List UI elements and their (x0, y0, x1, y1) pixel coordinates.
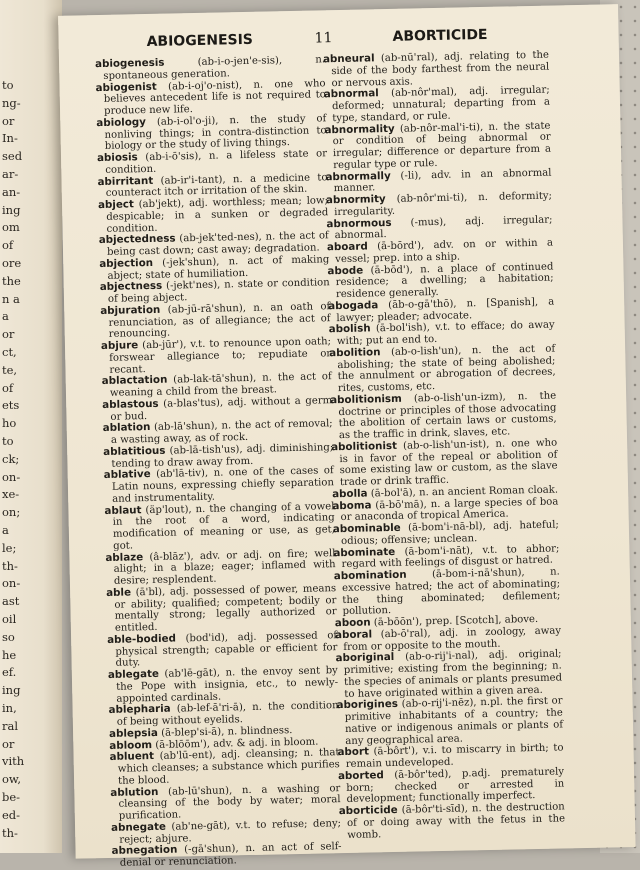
entry-headword: abort (337, 745, 370, 759)
entry-definition: (ab-ō'ral), adj. in zoology, away from or opposite to the mouth. (343, 625, 562, 653)
entry-definition: (ab-nôr-mal'i-ti), n. the state or condition of being abnormal or irregular; difference or departure from a regular type or rule. (332, 120, 552, 171)
entry-headword: abode (327, 264, 364, 277)
facing-page-fragment: te, (2, 362, 18, 377)
entry-definition: (-jek'shun), n. act of making abject; state of humiliation. (107, 253, 330, 282)
facing-page-fragment: or (2, 113, 15, 128)
entry-headword: abnormal (323, 87, 379, 101)
entry-definition: (ab-lā'shun), n. the act of removal; a wasting away, as of rock. (110, 418, 333, 446)
facing-page-fragment: or (2, 327, 15, 342)
page-number: 11 (314, 30, 333, 47)
entry-headword: ablaze (105, 550, 144, 564)
entry-headword: able-bodied (107, 632, 177, 646)
dictionary-entry (104, 465, 335, 505)
dictionary-entry (335, 649, 562, 701)
left-column (95, 54, 342, 869)
entry-definition: (ā-blōōm'), adv. & adj. in bloom. (155, 736, 319, 751)
entry-definition: (ab-i-oj'o-nist), n. one who believes antecedent life is not required to produce new life. (103, 77, 326, 117)
entry-definition: (ab-lef-ā'ri-ā), n. the condition of being without eyelids. (116, 700, 339, 728)
entry-headword: abnegate (110, 820, 167, 834)
dictionary-entry (331, 437, 558, 489)
entry-headword: abjure (100, 339, 139, 353)
facing-page-fragment: ho (2, 416, 17, 431)
entry-headword: ablepharia (108, 702, 171, 717)
facing-page-fragment: a (2, 309, 9, 324)
entry-headword: abject (97, 198, 135, 212)
entry-definition: (ab-nôr'mal), adj. irregular; deformed; unnatural; departing from a type, standard, or rule. (331, 84, 551, 124)
entry-headword: abnormous (326, 216, 392, 230)
dictionary-entry (108, 665, 339, 705)
entry-headword: abiogenist (95, 80, 157, 94)
entry-headword: aboard (326, 240, 368, 254)
entry-headword: abominable (332, 521, 401, 536)
entry-definition: (ā-bōōn'), prep. [Scotch], above. (373, 613, 539, 629)
entry-definition: (ab'lā-tiv), n. one of the cases of Latin nouns, expressing chiefly separation and instrumentality. (111, 465, 335, 505)
entry-headword: abominate (333, 545, 396, 559)
entry-headword: aboon (334, 616, 371, 630)
entry-headword: aboma (332, 498, 372, 512)
dictionary-entry (324, 120, 551, 172)
facing-page-fragment: ed- (2, 807, 21, 822)
dictionary-entry (109, 747, 340, 787)
facing-page-fragment: so (2, 629, 15, 644)
facing-page-fragment: in, (2, 701, 17, 715)
facing-page-fragment: a (2, 523, 9, 537)
entry-headword: able (106, 586, 132, 599)
entry-headword: aborigines (336, 698, 399, 712)
entry-headword: abjection (99, 256, 154, 270)
entry-headword: abluent (109, 750, 155, 764)
dictionary-page (58, 4, 636, 869)
entry-headword: abolitionist (331, 439, 398, 453)
entry-definition: (ā-bol'ish), v.t. to efface; do away with; put an end to. (336, 319, 555, 348)
facing-page-fragment: ore (2, 256, 22, 270)
entry-headword: abiology (96, 115, 147, 129)
facing-page-fragment: th- (2, 558, 18, 573)
entry-headword: ablepsia (108, 726, 159, 740)
entry-definition: (ab-o-rij'i-nal), adj. original; primitive; existing from the beginning; n. the species of animals or plants presumed to have originated within a given area. (343, 648, 563, 700)
facing-page-fragment: or (2, 736, 15, 751)
dictionary-entry (323, 50, 550, 90)
entry-headword: abloom (109, 738, 153, 752)
entry-definition: (ā-bol'ā), n. an ancient Roman cloak. (370, 484, 559, 500)
entry-headword: ablaut (104, 503, 142, 517)
dictionary-entry (329, 343, 556, 395)
facing-page-fragment: xe- (2, 487, 20, 502)
facing-page-fragment: of (2, 238, 14, 253)
entry-headword: aborted (337, 768, 384, 782)
facing-page-fragment: n a (2, 291, 20, 306)
facing-page-fragment: to (2, 434, 14, 448)
entry-definition: (ā'bl), adj. possessed of power, means or ability; qualified; competent; bodily or mentally strong; legally authorized or entitled. (114, 582, 337, 634)
entry-definition: (ab-i-ol'o-ji), n. the study of nonliving things; in contra-distinction to biology or the study of living things. (104, 113, 327, 153)
dictionary-entry (339, 801, 566, 841)
facing-page-fragment: be- (2, 790, 21, 804)
dictionary-entry (95, 78, 326, 118)
facing-page-fragment: he (2, 647, 17, 662)
facing-page-fragment: In- (2, 131, 18, 146)
entry-headword: abiogenesis (94, 56, 165, 71)
entry-definition: (ā-bō'mā), n. a large species of boa or anaconda of tropical America. (340, 495, 559, 524)
facing-page-fragment: on- (2, 469, 21, 484)
facing-page-fragment: ast (2, 594, 20, 609)
dictionary-entry (330, 390, 557, 442)
dictionary-entry (100, 301, 331, 341)
entry-definition: (ā-bōrd'), adv. on or within a vessel; prep. into a ship. (335, 237, 554, 265)
facing-page-fragment: an- (2, 184, 21, 199)
entry-headword: abogada (328, 298, 379, 313)
entry-headword: ablactation (101, 373, 168, 388)
entry-headword: abiosis (96, 151, 138, 165)
facing-page-fragment: ef. (2, 665, 17, 680)
entry-headword: ablastous (102, 397, 159, 411)
facing-page-fragment: om (2, 220, 20, 235)
entry-definition: (ab-lak-tā'shun), n. the act of weaning a child from the breast. (109, 371, 332, 399)
facing-page-fragment: on; (2, 505, 21, 520)
dictionary-entry (324, 85, 551, 125)
entry-definition: (bod'id), adj. possessed of physical strength; capable or efficient for duty. (115, 629, 338, 670)
facing-page-fragment: ral (2, 718, 19, 733)
facing-page-fragment: of (2, 380, 14, 395)
facing-page-fragment: ets (2, 398, 20, 413)
entry-definition: (ab-o-lish'un-ist), n. one who is in favor of the repeal or abolition of some existing law or custom, as the slave trade or drink traffic. (339, 437, 558, 489)
entry-headword: abjectedness (98, 232, 176, 247)
entry-definition: (ab-ir'i-tant), n. a medicine to counteract itch or irritation of the skin. (105, 171, 328, 200)
entry-definition: (â-blāz'), adv. or adj. on fire; well alight; in a blaze; eager; inflamed with desire; resplendent. (113, 547, 336, 587)
entry-definition: (ab-nū'ral), adj. relating to the side of the body farthest from the neural or nervous axis. (331, 49, 550, 89)
dictionary-entry (107, 630, 338, 670)
facing-page-fragment: le; (2, 540, 17, 555)
facing-page-fragment: ing (2, 202, 21, 217)
facing-page-edge (0, 0, 62, 853)
entry-definition: (ā-bôrt'), v.i. to miscarry in birth; to remain undeveloped. (345, 742, 564, 771)
dictionary-entry (101, 336, 332, 376)
entry-definition: (ab-lā-tish'us), adj. diminishing; tending to draw away from. (111, 441, 334, 470)
dictionary-entry (334, 566, 561, 618)
entry-definition: (-li), adv. in an abnormal manner. (333, 167, 552, 195)
entry-headword: abolish (328, 322, 371, 336)
dictionary-entry (96, 113, 327, 153)
facing-page-fragment: ng- (2, 95, 21, 110)
dictionary-entry (106, 583, 337, 635)
dictionary-entry (338, 766, 565, 806)
entry-definition: (ab-lū'shun), n. a washing or cleansing of the body by water; moral purification. (118, 782, 341, 822)
entry-headword: abirritant (97, 174, 154, 188)
entry-headword: ablegate (107, 667, 160, 681)
entry-definition: (ab-i-o-jen'e-sis), n. spontaneous generation. (103, 54, 326, 82)
facing-page-fragment: the (2, 273, 21, 288)
entry-headword: aboriginal (335, 651, 395, 665)
entry-headword: aborticide (338, 803, 398, 818)
entry-definition: (äp'lout), n. the changing of a vowel in the root of a word, indicating modification of meaning or use, as get, got. (112, 500, 335, 552)
dictionary-entry (98, 195, 329, 235)
dictionary-entry (104, 501, 335, 553)
dictionary-entry (111, 841, 341, 869)
entry-headword: abolition (329, 345, 381, 360)
entry-definition: (ā-bom'i-nāt), v.t. to abhor; regard with feelings of disgust or hatred. (341, 542, 560, 571)
entry-headword: abolla (332, 487, 368, 500)
entry-definition: (ab'lē-gāt), n. the envoy sent by the Pope with insignia, etc., to newly-appointed cardinals. (116, 665, 339, 705)
left-guide-word: ABIOGENESIS (146, 31, 254, 51)
entry-definition: (ab'jekt), adj. worthless; mean; low; despicable; in a sunken or degraded condition. (106, 195, 329, 235)
facing-page-fragment: ow, (2, 772, 22, 787)
facing-page-fragment: to (2, 78, 14, 92)
entry-definition: (ā-bôr'ti-sīd), n. the destruction of or doing away with the fetus in the womb. (346, 801, 566, 841)
entry-headword: abnormity (325, 193, 386, 207)
entry-definition: (ab-jū-rā'shun), n. an oath of renunciation, as of allegiance; the act of renouncing. (108, 300, 331, 341)
entry-headword: ablatitious (103, 444, 166, 458)
entry-headword: abnegation (111, 843, 178, 858)
entry-definition: (ā-bōd'), n. a place of continued residence; a dwelling; a habitation; residence generally. (335, 261, 554, 301)
entry-headword: abnormally (325, 169, 391, 183)
entry-definition: (ā-bôr'ted), p.adj. prematurely born; checked or arrested in development; functionally imperfect. (346, 766, 565, 806)
entry-definition: (ā-blep'si-ā), n. blindness. (161, 724, 293, 739)
entry-headword: abnormality (324, 122, 395, 136)
entry-definition: (ab-jek'ted-nes), n. the act of being cast down; cast away; degradation. (106, 230, 329, 258)
facing-page-fragment: ing (2, 683, 21, 698)
entry-definition: (ā-bom-i-nā'shun), n. excessive hatred; the act of abominating; the thing abominated; defilement; pollution. (341, 566, 561, 618)
entry-definition: (ab-o-lish'un), n. the act of abolishing; the state of being abolished; the annulment or abrogation of decrees, rites, customs, etc. (337, 343, 556, 395)
entry-headword: ablution (110, 785, 159, 799)
entry-headword: abneural (322, 52, 375, 66)
entry-headword: abjectness (99, 279, 163, 294)
dictionary-entry (110, 783, 341, 823)
entry-definition: (ab-o-lish'un-izm), n. the doctrine or principles of those advocating the abolition of certain laws or customs, as the traffic in drink, slaves, etc. (338, 390, 557, 442)
entry-definition: (-gā'shun), n. an act of self-denial or renunciation. (119, 841, 342, 869)
entry-definition: (ab-o-rij'i-nēz), n.pl. the first or primitive inhabitants of a country; the native or indigenous animals or plants of any geographical area. (344, 695, 564, 747)
dictionary-entry (105, 548, 336, 588)
entry-definition: (āb-o-gā'thō), n. [Spanish], a lawyer; pleader; advocate. (336, 296, 555, 324)
entry-definition: (-mus), adj. irregular; abnormal. (334, 214, 553, 242)
facing-page-fragment: sed (2, 149, 23, 164)
facing-page-fragment: on- (2, 576, 21, 591)
entry-definition: (ab-nôr'mi-ti), n. deformity; irregularity. (334, 190, 553, 218)
entry-headword: abjuration (100, 303, 161, 317)
dictionary-entry (336, 696, 563, 748)
facing-page-fragment: vith (2, 754, 25, 769)
entry-definition: (ab'ne-gāt), v.t. to refuse; deny; reject; abjure. (119, 817, 342, 846)
dictionary-entry (327, 261, 554, 301)
entry-headword: aboral (334, 628, 373, 641)
facing-page-fragment: th- (2, 825, 18, 840)
entry-headword: ablative (103, 468, 151, 482)
entry-definition: (-jekt'nes), n. state or condition of being abject. (107, 277, 330, 305)
right-guide-word: ABORTICIDE (392, 26, 488, 45)
entry-definition: (ab'lū-ent), adj. cleansing; n. that which cleanses; a substance which purifies the blood. (117, 747, 340, 787)
facing-page-fragment: ar- (2, 167, 19, 181)
facing-page-fragment: oil (2, 612, 17, 626)
entry-definition: (ā-bom'i-nā-bl), adj. hateful; odious; offensive; unclean. (341, 519, 559, 547)
entry-headword: ablation (102, 421, 151, 435)
entry-headword: abolitionism (330, 392, 402, 406)
facing-page-fragment: ck; (2, 451, 20, 466)
entry-headword: abomination (333, 568, 407, 583)
right-column (323, 50, 565, 842)
entry-definition: (a-blas'tus), adj. without a germ or bud. (110, 394, 333, 423)
entry-definition: (ab-i-ō'sis), n. a lifeless state or condition. (105, 148, 328, 176)
entry-definition: (ab-jūr'), v.t. to renounce upon oath; forswear allegiance to; repudiate or recant. (109, 336, 332, 376)
facing-page-fragment: ct, (2, 345, 17, 359)
